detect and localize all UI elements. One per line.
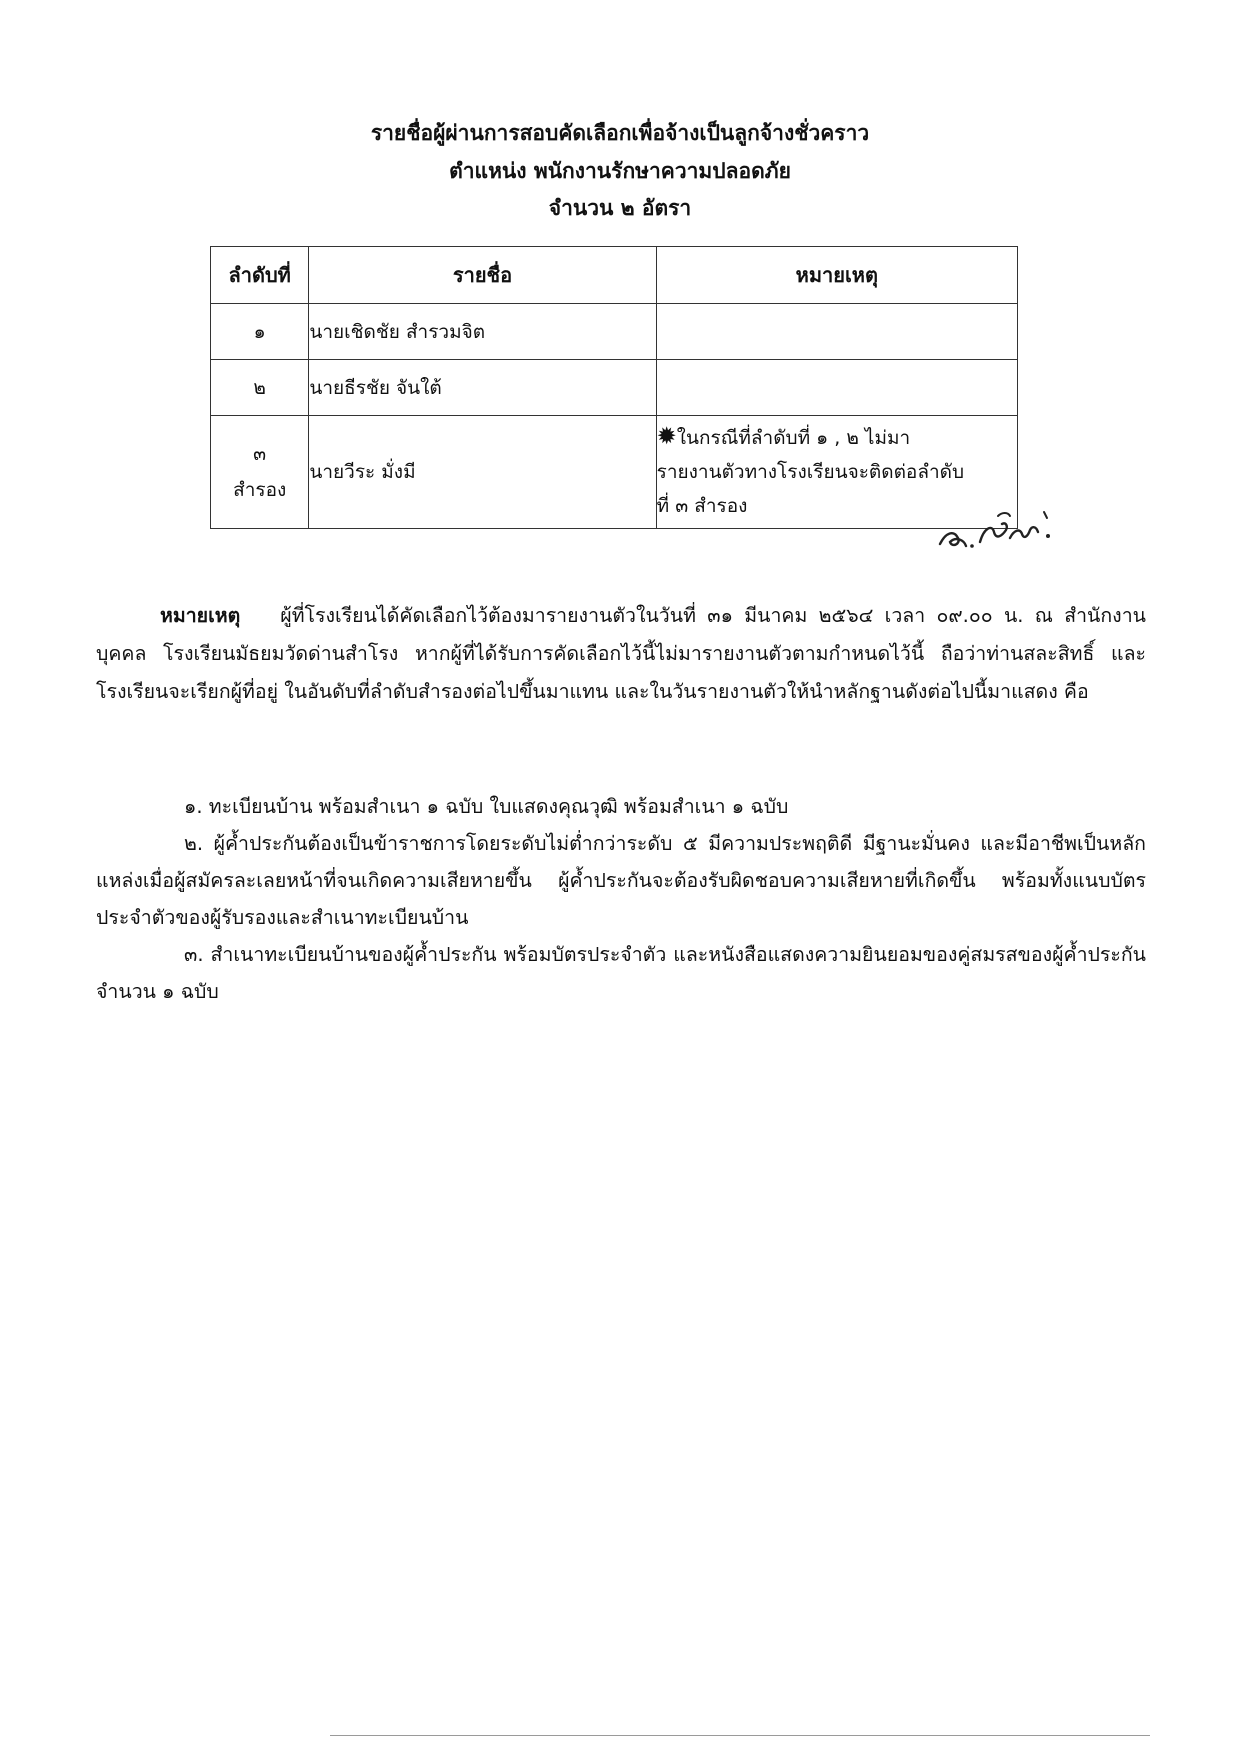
asterisk-icon: ✹ — [656, 422, 677, 450]
footer-divider — [330, 1735, 1150, 1736]
candidate-table — [210, 246, 1018, 529]
row-no: ๒ — [211, 360, 309, 416]
table-row — [211, 304, 1018, 360]
row-no — [211, 416, 309, 529]
remark-text: ผู้ที่โรงเรียนได้คัดเลือกไว้ต้องมารายงานตัวในวันที่ ๓๑ มีนาคม ๒๕๖๔ เวลา ๐๙.๐๐ น. ณ สำนักงานบุคคล โรงเรียนมัธยมวัดด่านสำโรง หากผู้ที่ได้รับการคัดเลือกไว้นี้ไม่มารายงานตัวตามกำหนดไว้นี้ ถือว่าท่านสละสิทธิ์ และโรงเรียนจะเรียกผู้ที่อยู่ ในอันดับที่ลำดับสำรองต่อไปขึ้นมาแทน และในวันรายงานตัวให้นำหลักฐานดังต่อไปนี้มาแสดง คือ — [96, 604, 1146, 703]
header-no: ลำดับที่ — [211, 247, 309, 304]
doc-title-line3: จำนวน ๒ อัตรา — [548, 196, 692, 220]
row-no-reserve: สำรอง — [233, 479, 287, 501]
note-line-1-text: ในกรณีที่ลำดับที่ ๑ , ๒ ไม่มา — [676, 427, 911, 449]
list-item: ๑. ทะเบียนบ้าน พร้อมสำเนา ๑ ฉบับ ใบแสดงคุณวุฒิ พร้อมสำเนา ๑ ฉบับ — [184, 795, 789, 818]
table-header-row — [211, 247, 1018, 304]
list-item: ๒. ผู้ค้ำประกันต้องเป็นข้าราชการโดยระดับไม่ต่ำกว่าระดับ ๕ มีความประพฤติดี มีฐานะมั่นคง และมีอาชีพเป็นหลักแหล่งเมื่อผู้สมัครละเลยหน้าที่จนเกิดความเสียหายขึ้น ผู้ค้ำประกันจะต้องรับผิดชอบความเสียหายที่เกิดขึ้น พร้อมทั้งแนบบัตรประจำตัวของผู้รับรองและสำเนาทะเบียนบ้าน — [96, 832, 1146, 929]
note-line-2: รายงานตัวทางโรงเรียนจะติดต่อลำดับ — [656, 461, 965, 483]
row-name: นายธีรชัย จันใต้ — [309, 360, 656, 416]
row-no-number: ๓ — [253, 443, 267, 465]
doc-title-line1: รายชื่อผู้ผ่านการสอบคัดเลือกเพื่อจ้างเป็นลูกจ้างชั่วคราว — [370, 121, 870, 145]
row-note — [656, 360, 1017, 416]
doc-title-line2: ตำแหน่ง พนักงานรักษาความปลอดภัย — [449, 159, 791, 183]
row-no: ๑ — [211, 304, 309, 360]
list-item: ๓. สำเนาทะเบียนบ้านของผู้ค้ำประกัน พร้อมบัตรประจำตัว และหนังสือแสดงความยินยอมของคู่สมรสของผู้ค้ำประกัน จำนวน ๑ ฉบับ — [96, 943, 1146, 1003]
note-line-1 — [657, 421, 1017, 455]
table-row — [211, 416, 1018, 529]
table-row — [211, 360, 1018, 416]
header-name: รายชื่อ — [309, 247, 656, 304]
note-line-3: ที่ ๓ สำรอง — [656, 495, 748, 517]
remark-label: หมายเหตุ — [160, 604, 241, 627]
row-name: นายเชิดชัย สำรวมจิต — [309, 304, 656, 360]
handwritten-signature — [936, 506, 1066, 560]
required-documents-list — [96, 788, 1146, 1010]
row-note — [656, 304, 1017, 360]
header-note: หมายเหตุ — [656, 247, 1017, 304]
remark-paragraph — [96, 597, 1146, 711]
row-name: นายวีระ มั่งมี — [309, 416, 656, 529]
